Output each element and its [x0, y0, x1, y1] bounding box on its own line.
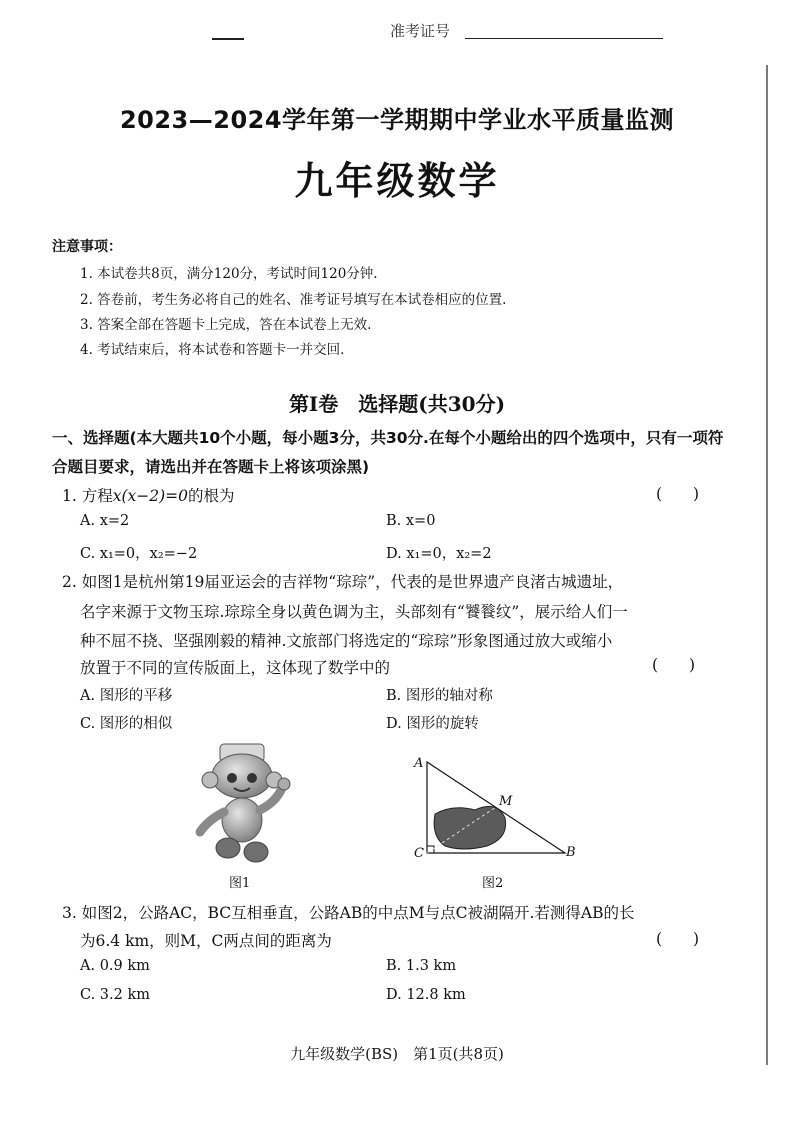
figure-2-caption: 图2 — [482, 876, 504, 891]
question-1-stem: 1. 方程x(x−2)=0的根为 — [62, 487, 235, 505]
part-heading: 一、选择题(本大题共10个小题，每小题3分，共30分.在每个小题给出的四个选项中，只有一项符合题目要求，请选出并在答题卡上将该项涂黑) — [52, 429, 724, 476]
q3-option-b: B. 1.3 km — [386, 958, 457, 974]
page-footer: 九年级数学(BS) 第1页(共8页) — [290, 1045, 504, 1063]
notes-heading: 注意事项： — [52, 239, 122, 255]
label-c: C — [414, 846, 424, 861]
label-m: M — [499, 794, 513, 809]
page-edge — [766, 65, 768, 1065]
question-2-line: 名字来源于文物玉琮.琮琮全身以黄色调为主，头部刻有“饕餮纹”，展示给人们一 — [80, 603, 628, 621]
header-mark — [212, 38, 244, 40]
q1-option-b: B. x=0 — [386, 513, 436, 529]
exam-title: 2023—2024学年第一学期期中学业水平质量监测 — [119, 106, 675, 134]
note-item: 1. 本试卷共8页，满分120分，考试时间120分钟. — [80, 266, 378, 282]
exam-id-label: 准考证号 — [390, 22, 451, 40]
note-item: 4. 考试结束后，将本试卷和答题卡一并交回. — [80, 342, 345, 358]
question-2-line: 种不屈不挠、坚强刚毅的精神.文旅部门将选定的“琮琮”形象图通过放大或缩小 — [80, 632, 613, 650]
figure-2-triangle — [405, 752, 590, 864]
label-b: B — [566, 845, 576, 860]
question-2-line: 2. 如图1是杭州第19届亚运会的吉祥物“琮琮”，代表的是世界遗产良渚古城遗址， — [62, 573, 624, 591]
equation: x(x−2)=0 — [112, 487, 188, 505]
label-a: A — [414, 756, 424, 771]
q3-option-a: A. 0.9 km — [80, 958, 150, 974]
figure-1-caption: 图1 — [229, 876, 251, 891]
q2-option-b: B. 图形的轴对称 — [386, 688, 493, 704]
question-3-line: 3. 如图2，公路AC，BC互相垂直，公路AB的中点M与点C被湖隔开.若测得AB的长 — [62, 904, 635, 922]
q2-option-d: D. 图形的旋转 — [386, 716, 479, 732]
note-item: 2. 答卷前，考生务必将自己的姓名、准考证号填写在本试卷相应的位置. — [80, 292, 507, 308]
exam-id-line — [465, 38, 663, 39]
answer-paren: ( ) — [656, 930, 700, 948]
q3-option-c: C. 3.2 km — [80, 987, 151, 1003]
q1-option-c: C. x₁=0，x₂=−2 — [80, 546, 198, 562]
q1-option-d: D. x₁=0，x₂=2 — [386, 546, 492, 562]
q1-option-a: A. x=2 — [80, 513, 130, 529]
answer-paren: ( ) — [656, 485, 700, 503]
note-item: 3. 答案全部在答题卡上完成，答在本试卷上无效. — [80, 317, 372, 333]
answer-paren: ( ) — [652, 656, 696, 674]
section-title: 第Ⅰ卷 选择题(共30分) — [288, 392, 506, 416]
q3-option-d: D. 12.8 km — [386, 987, 466, 1003]
figure-1-mascot — [186, 740, 296, 865]
question-2-line: 放置于不同的宣传版面上，这体现了数学中的 — [80, 659, 391, 677]
question-3-line: 为6.4 km，则M，C两点间的距离为 — [80, 932, 332, 950]
subject-title: 九年级数学 — [294, 159, 500, 203]
q2-option-c: C. 图形的相似 — [80, 716, 173, 732]
q2-option-a: A. 图形的平移 — [80, 688, 173, 704]
